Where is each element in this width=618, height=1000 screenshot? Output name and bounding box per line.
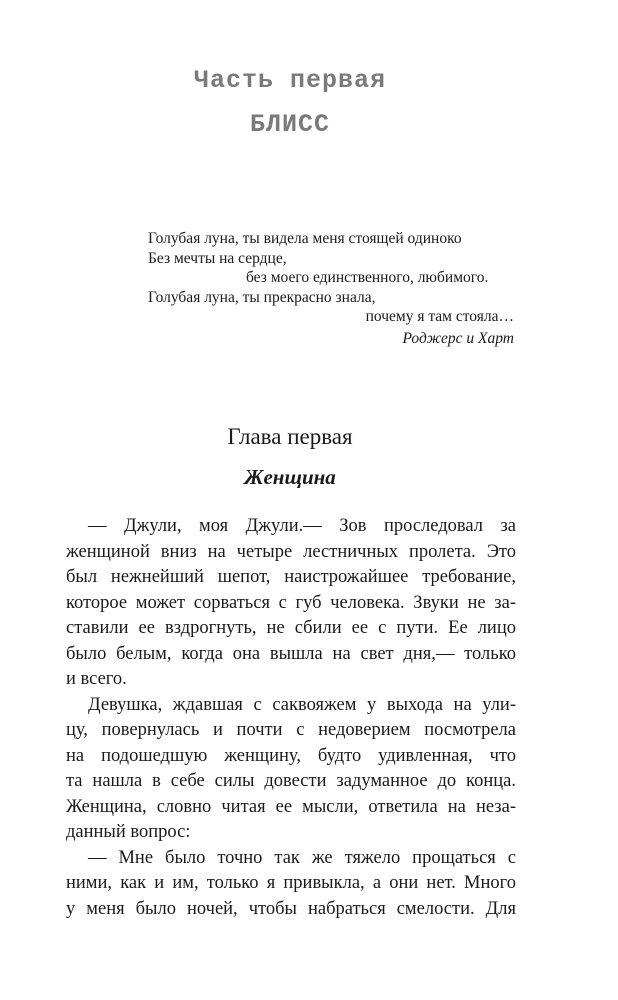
body-line: Женщина, словно читая ее мысли, ответила на неза- [66,796,516,817]
body-text [66,514,516,922]
chapter-subtitle: Женщина [244,465,336,489]
body-line: — Джули, моя Джули.— Зов проследовал за [88,516,516,536]
body-line: Девушка, ждавшая с саквояжем у выхода на ули- [88,694,516,715]
epigraph-line: Голубая луна, ты прекрасно знала, [148,288,376,306]
epigraph [148,229,514,348]
epigraph-line: Без мечты на сердце, [148,249,287,267]
epigraph-line: Голубая луна, ты видела меня стоящей одиноко [148,230,462,247]
body-line: на подошедшую женщину, будто удивленная, что [66,745,516,766]
body-line: было белым, когда она вышла на свет дня,— только [66,643,516,664]
body-line: цу, повернулась и почти с недоверием посмотрела [66,720,516,740]
part-title: Часть первая [193,66,387,95]
body-line: та нашла в себе силы довести задуманное до конца. [66,771,516,791]
body-line: которое может сорваться с губ человека. Звуки не за- [66,592,516,613]
epigraph-line: без моего единственного, любимого. [246,269,489,286]
body-line: данный вопрос: [66,822,191,842]
body-line: ними, как и им, только я привыкла, а они нет. Много [66,873,516,893]
body-line: ставили ее вздрогнуть, не сбили ее с пути. Ее лицо [66,618,516,638]
body-line: женщиной вниз на четыре лестничных пролета. Это [66,541,516,562]
body-line: — Мне было точно так же тяжело прощаться с [88,847,516,868]
body-line: и всего. [66,669,127,689]
body-line: у меня было ночей, чтобы набраться смелости. Для [66,898,516,919]
epigraph-line: почему я там стояла… [365,308,514,325]
epigraph-author: Роджерс и Харт [402,329,514,347]
chapter-title: Глава первая [227,424,353,449]
body-line: был нежнейший шепот, наистрожайшее требование, [66,567,516,587]
part-name: БЛИСС [249,110,330,139]
